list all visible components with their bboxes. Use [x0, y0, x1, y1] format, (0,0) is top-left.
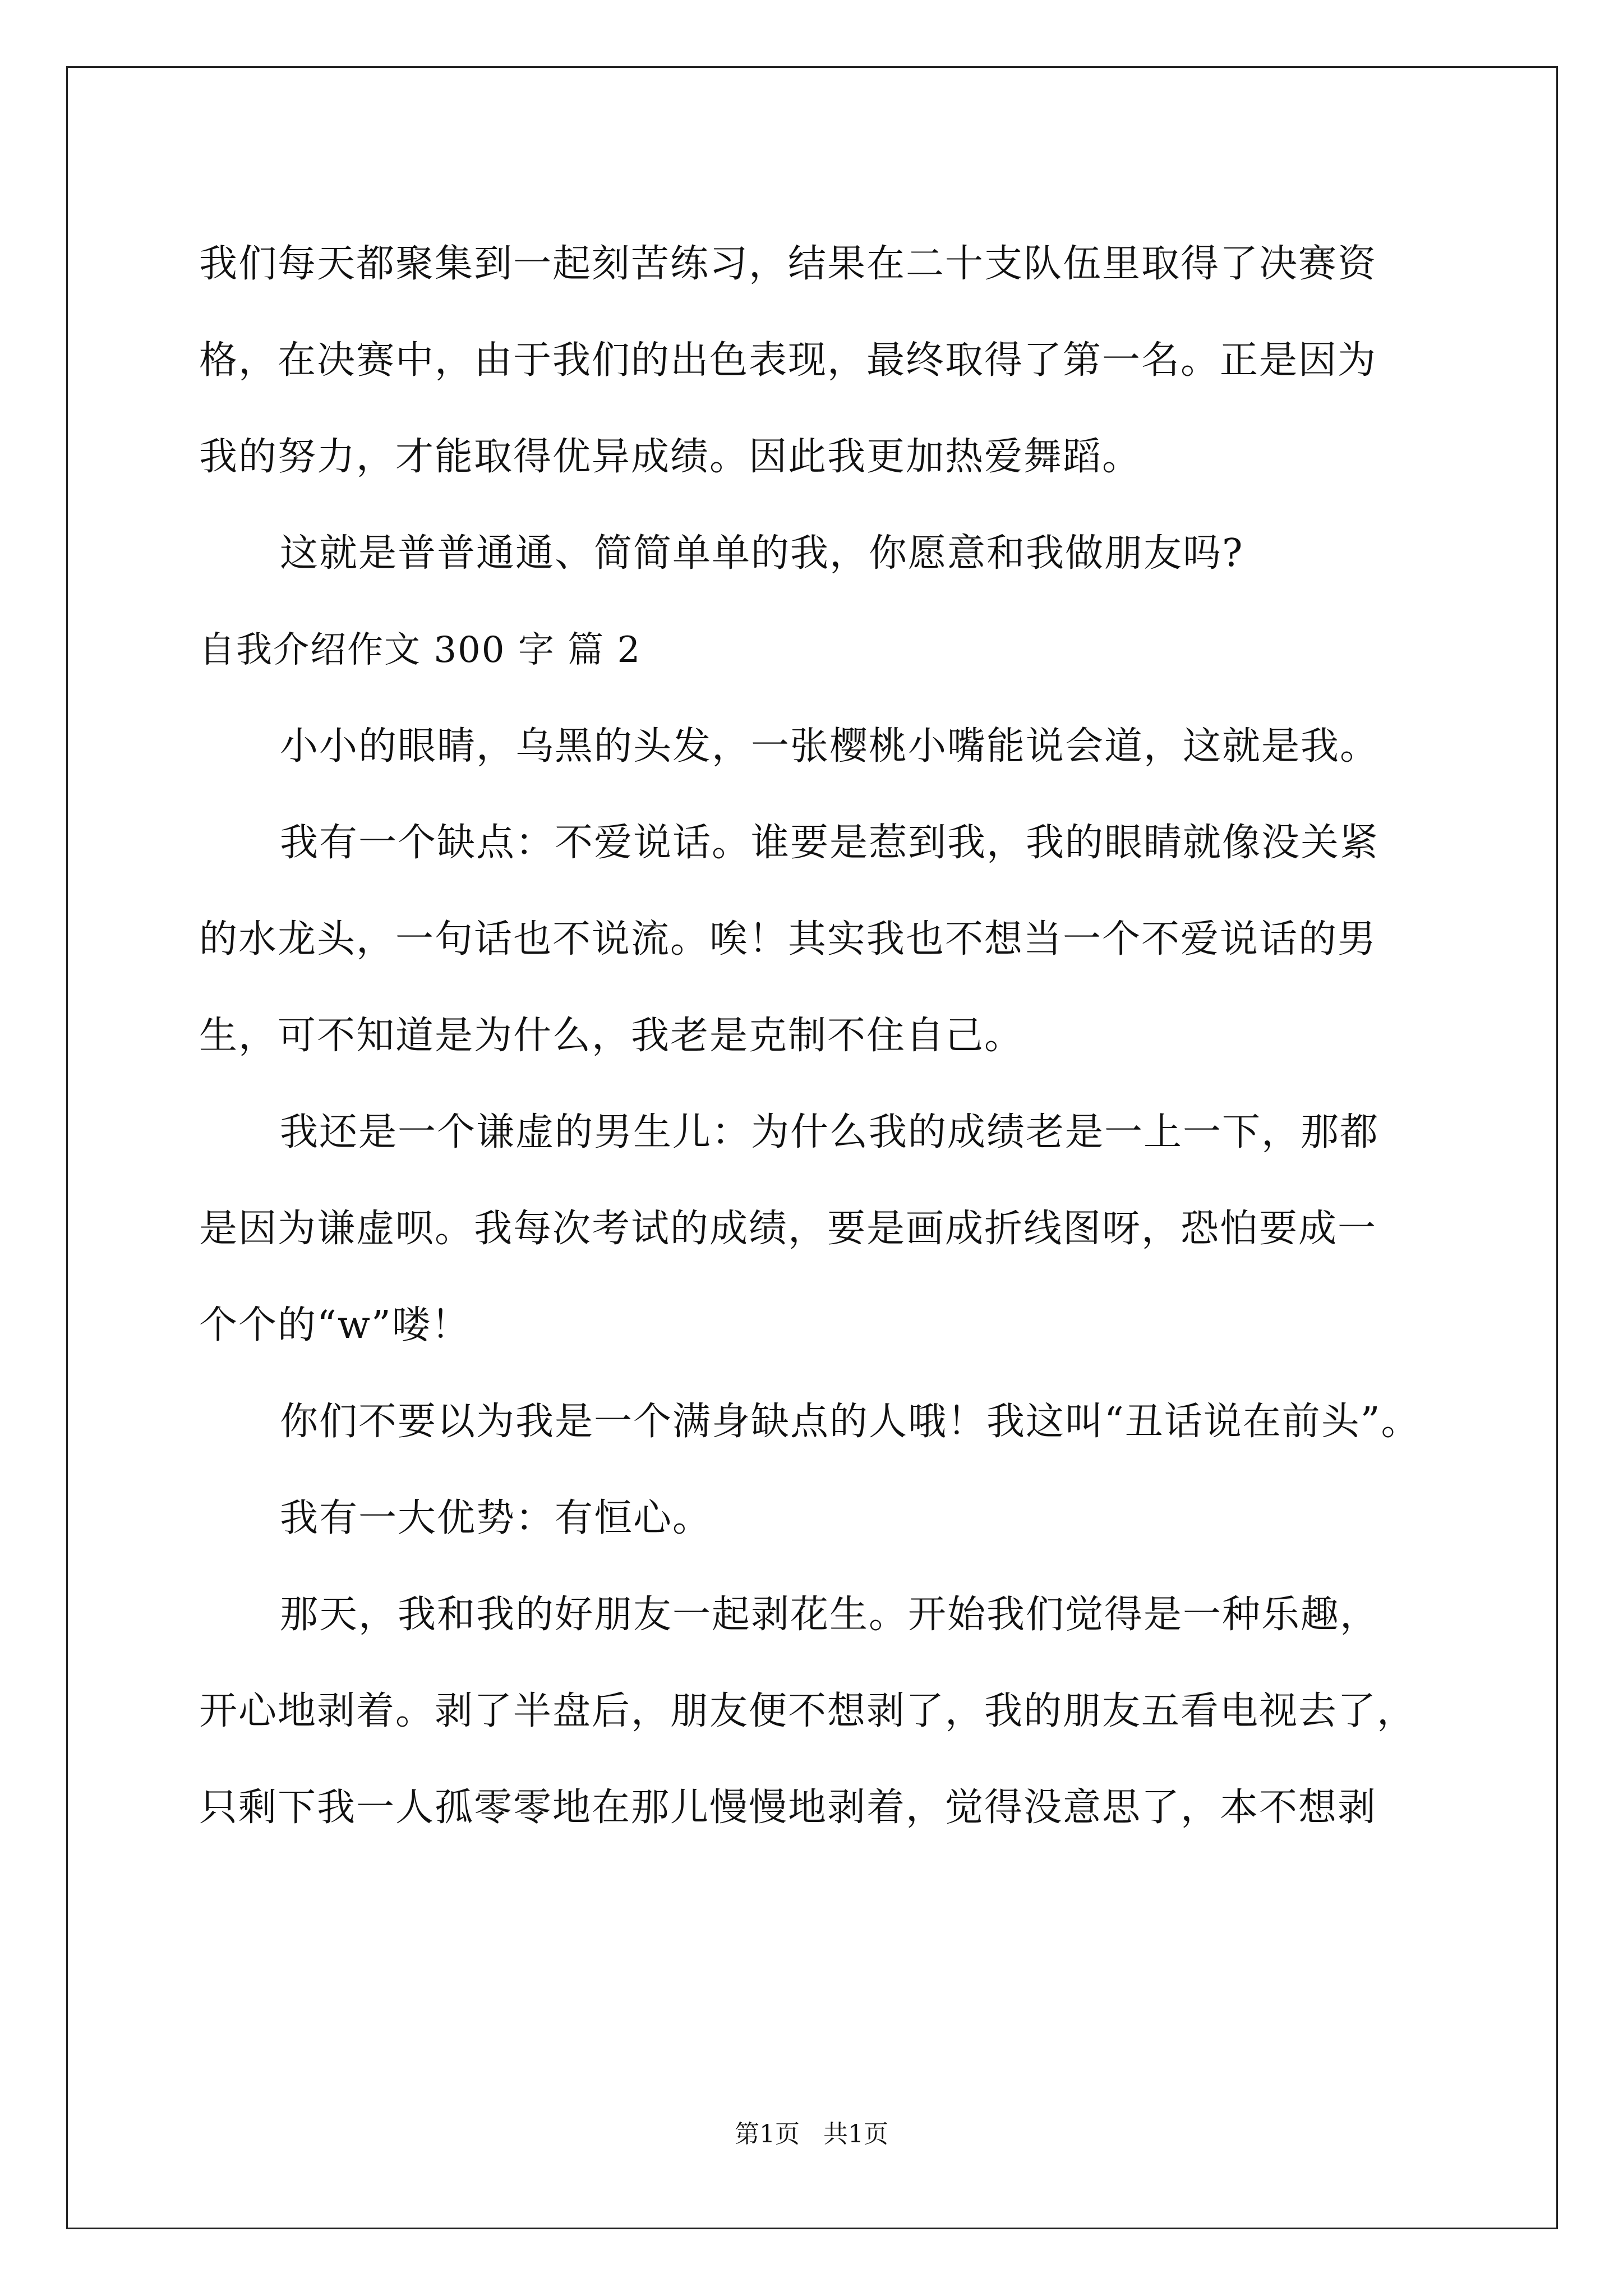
paragraph-line: 我还是一个谦虚的男生儿：为什么我的成绩老是一上一下，那都: [280, 1110, 1380, 1154]
page-number-total: 共1页: [823, 2120, 888, 2148]
paragraph-line: 你们不要以为我是一个满身缺点的人哦！我这叫“丑话说在前头”。: [280, 1400, 1421, 1444]
page-footer: [0, 2118, 1623, 2151]
paragraph-line: 格，在决赛中，由于我们的出色表现，最终取得了第一名。正是因为: [199, 338, 1377, 383]
paragraph-line: 开心地剥着。剥了半盘后，朋友便不想剥了，我的朋友五看电视去了，: [199, 1689, 1417, 1733]
paragraph-line: 我们每天都聚集到一起刻苦练习，结果在二十支队伍里取得了决赛资: [199, 242, 1377, 286]
paragraph-line: 的水龙头，一句话也不说流。唉！其实我也不想当一个不爱说话的男: [199, 917, 1377, 961]
paragraph-line: 我有一个缺点：不爱说话。谁要是惹到我，我的眼睛就像没关紧: [280, 821, 1380, 865]
paragraph-line: 这就是普普通通、简简单单的我，你愿意和我做朋友吗?: [280, 531, 1244, 576]
paragraph-line: 是因为谦虚呗。我每次考试的成绩，要是画成折线图呀，恐怕要成一: [199, 1207, 1377, 1251]
document-body: [199, 216, 1444, 1856]
paragraph-line: 那天，我和我的好朋友一起剥花生。开始我们觉得是一种乐趣，: [280, 1593, 1380, 1637]
paragraph-line: 生，可不知道是为什么，我老是克制不住自己。: [199, 1014, 1024, 1058]
paragraph-line: 只剩下我一人孤零零地在那儿慢慢地剥着，觉得没意思了，本不想剥: [199, 1786, 1377, 1830]
paragraph-line: 我的努力，才能取得优异成绩。因此我更加热爱舞蹈。: [199, 435, 1142, 479]
section-heading: 自我介绍作文 300 字 篇 2: [199, 629, 642, 671]
paragraph-line: 个个的“w”喽！: [199, 1303, 471, 1347]
paragraph-line: 小小的眼睛，乌黑的头发，一张樱桃小嘴能说会道，这就是我。: [280, 724, 1380, 769]
page-number-current: 第1页: [735, 2120, 800, 2148]
paragraph-line: 我有一大优势：有恒心。: [280, 1496, 712, 1540]
